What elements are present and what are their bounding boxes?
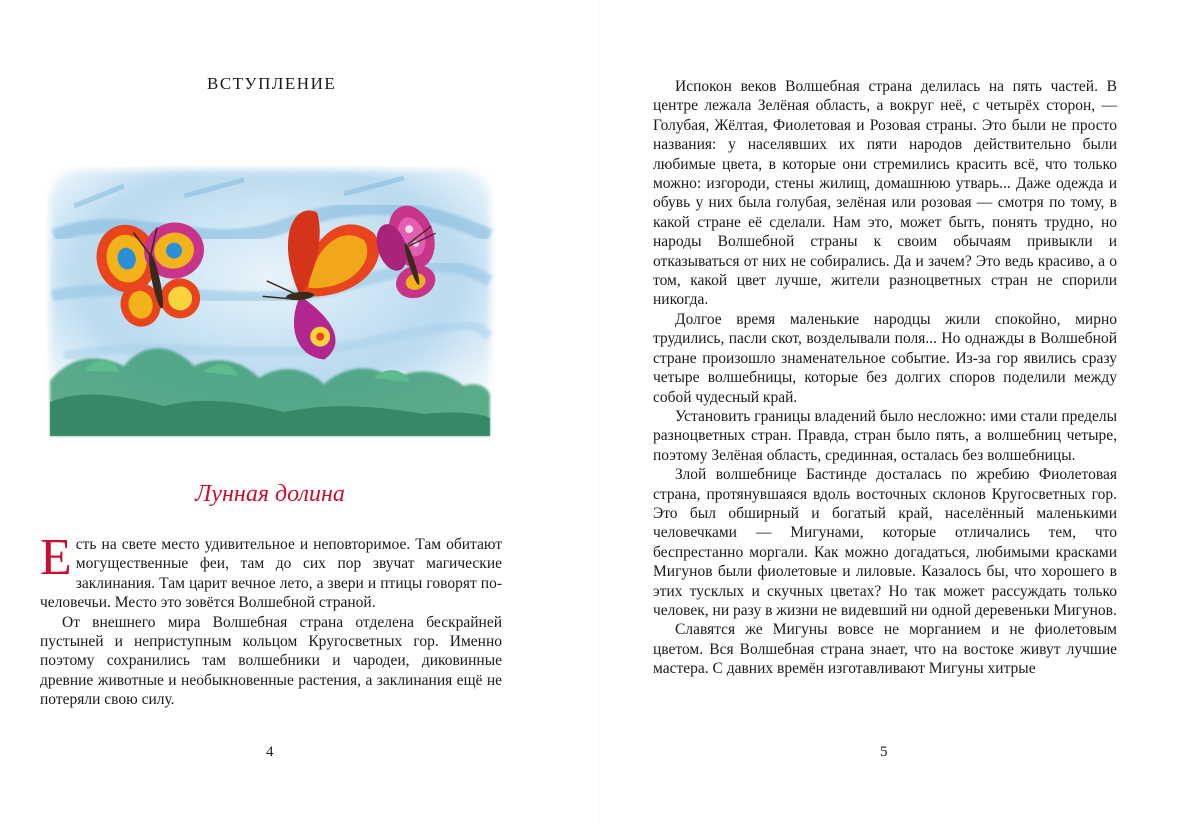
page-number: 4 (266, 744, 274, 760)
drop-cap: Е (40, 529, 72, 586)
page-number: 5 (880, 744, 888, 760)
butterflies-illustration (44, 166, 496, 438)
left-page-text (40, 529, 502, 710)
section-heading: ВСТУПЛЕНИЕ (207, 74, 337, 93)
paragraph: Испокон веков Волшебная страна делилась на пять частей. В центре лежала Зелёная область, а вокруг неё, с четырёх сторон, — Голубая, Жёлтая, Фиолетовая и Розовая страны. Это были не просто названия: у населявших их пяти народов действительно были любимые цвета, в которые они стремились красить всё, что только можно: изгороди, стены жилищ, домашнюю утварь... Даже одежда и обувь у них была голубая, зелёная или розовая — смотря по тому, в какой стране её сделали. Нам это, может быть, понять трудно, но народы Волшебной страны к своим обычаям привыкли и отказываться от них не собирались. Да и зачем? Это ведь красиво, а о том, какой цвет лучше, жители разноцветных стран не спорили никогда. (653, 78, 1117, 309)
paragraph: От внешнего мира Волшебная страна отделена бескрайней пустыней и неприступным кольцом Кругосветных гор. Именно поэтому сохранились там волшебники и чародеи, диковинные древние животные и необыкновенные растения, а заклинания ещё не потеряли свою силу. (40, 613, 502, 709)
right-page-text (653, 77, 1117, 679)
paragraph (40, 529, 502, 613)
paragraph: Установить границы владений было несложно: ими стали пределы разноцветных стран. Правда, стран было пять, а волшебниц четыре, поэтому Зелёная область, срединная, осталась без волшебницы. (653, 407, 1117, 464)
paragraph-text: сть на свете место удивительное и неповторимое. Там обитают могущественные феи, там до сих пор звучат магические заклинания. Там царит вечное лето, а звери и птицы говорят по-человечьи. Место это зовётся Волшебной страной. (40, 536, 502, 612)
paragraph: Славятся же Мигуны вовсе не морганием и не фиолетовым цветом. Вся Волшебная страна знает, что на востоке живут лучшие мастера. С давних времён изготавливают Мигуны хитрые (653, 621, 1117, 678)
chapter-title: Лунная долина (195, 481, 345, 507)
paragraph: Злой волшебнице Бастинде досталась по жребию Фиолетовая страна, протянувшаяся вдоль восточных склонов Кругосветных гор. Это был обширный и богатый край, населённый маленькими человечками — Мигунами, которые отличались тем, что беспрестанно моргали. Как можно догадаться, любимыми красками Мигунов были фиолетовые и лиловые. Казалось бы, что хорошего в этих тусклых и скучных цветах? Но так может рассуждать только человек, ни разу в жизни не видевший ни одной деревеньки Мигунов. (653, 466, 1117, 619)
right-page (599, 0, 1198, 823)
paragraph: Долгое время маленькие народцы жили спокойно, мирно трудились, пасли скот, возделывали поля... Но однажды в Волшебной стране произошло знаменательное событие. Из-за гор явились сразу четыре волшебницы, которые без долгих споров поделили между собой чудесный край. (653, 310, 1117, 406)
